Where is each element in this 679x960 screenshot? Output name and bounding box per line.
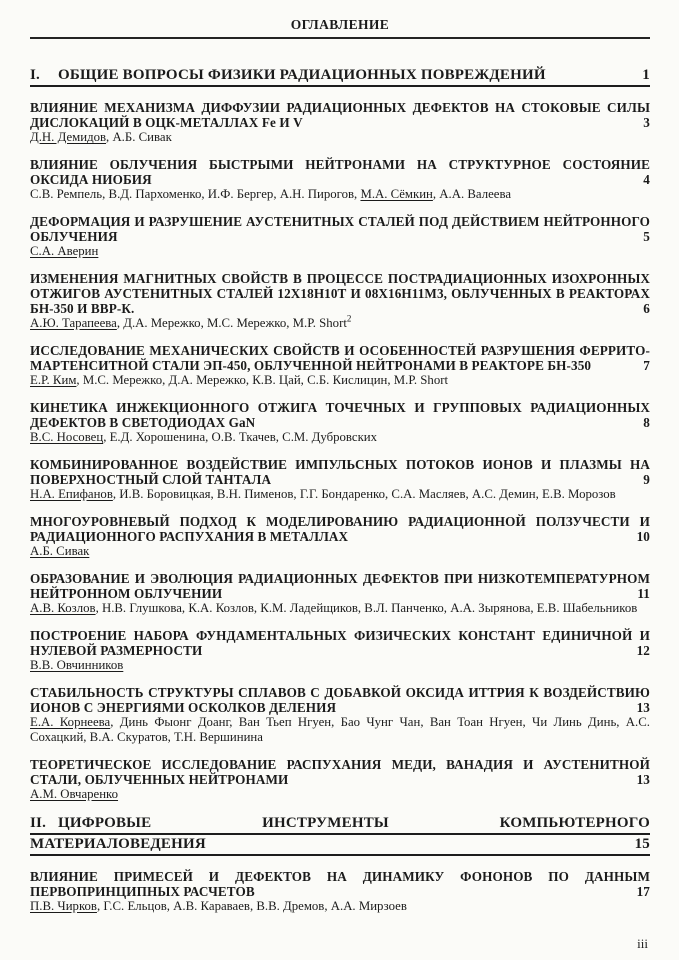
entry-title-text: ТЕОРЕТИЧЕСКОЕ ИССЛЕДОВАНИЕ РАСПУХАНИЯ МЕДИ, ВАНАДИЯ И АУСТЕНИТНОЙ СТАЛИ, ОБЛУЧЕННЫХ НЕЙТРОНАМИ bbox=[30, 757, 650, 787]
entry-authors bbox=[30, 487, 650, 502]
entry-authors-after: , И.В. Боровицкая, В.Н. Пименов, Г.Г. Бондаренко, С.А. Масляев, А.С. Демин, Е.В. Морозов bbox=[112, 487, 616, 501]
section-title: ОБЩИЕ ВОПРОСЫ ФИЗИКИ РАДИАЦИОННЫХ ПОВРЕЖДЕНИЙ bbox=[58, 67, 546, 83]
entry-underlined-author: В.С. Носовец bbox=[30, 430, 104, 444]
entry-authors-after: , А.Б. Сивак bbox=[106, 130, 172, 144]
entry-title bbox=[30, 157, 650, 187]
entry-title-text: СТАБИЛЬНОСТЬ СТРУКТУРЫ СПЛАВОВ С ДОБАВКОЙ ОКСИДА ИТТРИЯ К ВОЗДЕЙСТВИЮ ИОНОВ С ЭНЕРГИЯМИ ОСКОЛКОВ ДЕЛЕНИЯ bbox=[30, 685, 650, 715]
entry-underlined-author: А.В. Козлов bbox=[30, 601, 96, 615]
toc-entry bbox=[30, 157, 650, 202]
entry-underlined-author: А.Б. Сивак bbox=[30, 544, 90, 558]
entry-title-text: МНОГОУРОВНЕВЫЙ ПОДХОД К МОДЕЛИРОВАНИЮ РАДИАЦИОННОЙ ПОЛЗУЧЕСТИ И РАДИАЦИОННОГО РАСПУХАНИЯ В МЕТАЛЛАХ bbox=[30, 514, 650, 544]
entry-title-text: ВЛИЯНИЕ ПРИМЕСЕЙ И ДЕФЕКТОВ НА ДИНАМИКУ ФОНОНОВ ПО ДАННЫМ ПЕРВОПРИНЦИПНЫХ РАСЧЕТОВ bbox=[30, 869, 650, 899]
entry-authors-after: , Динь Фыонг Доанг, Ван Тьеп Нгуен, Бао Чунг Чан, Ван Тоан Нгуен, Чи Линь Динь, А.С. Сохацкий, В.А. Скуратов, Т.Н. Вершинина bbox=[30, 715, 650, 744]
entry-page-number: 10 bbox=[636, 529, 650, 544]
entry-title-text: КОМБИНИРОВАННОЕ ВОЗДЕЙСТВИЕ ИМПУЛЬСНЫХ ПОТОКОВ ИОНОВ И ПЛАЗМЫ НА ПОВЕРХНОСТНЫЙ СЛОЙ ТАНТАЛА bbox=[30, 457, 650, 487]
entry-page-number: 12 bbox=[636, 643, 650, 658]
toc-entry bbox=[30, 214, 650, 259]
entry-underlined-author: Е.Р. Ким bbox=[30, 373, 77, 387]
entry-authors-after: , А.А. Валеева bbox=[432, 187, 512, 201]
entry-page-number: 11 bbox=[637, 586, 650, 601]
section-heading-2 bbox=[30, 814, 650, 856]
footer-page-number: iii bbox=[637, 936, 648, 951]
entry-underlined-author: С.А. Аверин bbox=[30, 244, 99, 258]
entry-page-number: 3 bbox=[643, 115, 650, 130]
entry-underlined-author: А.М. Овчаренко bbox=[30, 787, 119, 801]
entry-title bbox=[30, 514, 650, 544]
toc-entry bbox=[30, 628, 650, 673]
entry-title bbox=[30, 214, 650, 244]
entry-author-superscript: 2 bbox=[346, 313, 352, 324]
section-page-number: 15 bbox=[634, 836, 650, 852]
section-2-heading-row-1 bbox=[30, 814, 650, 835]
entry-underlined-author: Е.А. Корнеева bbox=[30, 715, 111, 729]
entry-authors bbox=[30, 658, 650, 673]
entry-authors bbox=[30, 187, 650, 202]
entry-title-text: ОБРАЗОВАНИЕ И ЭВОЛЮЦИЯ РАДИАЦИОННЫХ ДЕФЕКТОВ ПРИ НИЗКОТЕМПЕРАТУРНОМ НЕЙТРОННОМ ОБЛУЧЕНИИ bbox=[30, 571, 650, 601]
entry-page-number: 13 bbox=[636, 772, 650, 787]
section-number: II. bbox=[30, 815, 47, 831]
page-title: ОГЛАВЛЕНИЕ bbox=[290, 17, 390, 32]
entry-title bbox=[30, 869, 650, 899]
toc-entry bbox=[30, 457, 650, 502]
toc-entry bbox=[30, 685, 650, 745]
entry-page-number: 7 bbox=[643, 358, 650, 373]
section-2-heading-row-2 bbox=[30, 835, 650, 856]
entry-title bbox=[30, 571, 650, 601]
entry-authors bbox=[30, 430, 650, 445]
entry-authors bbox=[30, 130, 650, 145]
entry-page-number: 17 bbox=[636, 884, 650, 899]
entry-authors bbox=[30, 601, 650, 616]
toc-entry bbox=[30, 571, 650, 616]
section-title-line-2: МАТЕРИАЛОВЕДЕНИЯ bbox=[30, 836, 206, 852]
toc-entry bbox=[30, 343, 650, 388]
entry-title-text: ИССЛЕДОВАНИЕ МЕХАНИЧЕСКИХ СВОЙСТВ И ОСОБЕННОСТЕЙ РАЗРУШЕНИЯ ФЕРРИТО-МАРТЕНСИТНОЙ СТАЛИ ЭП-450, ОБЛУЧЕННОЙ НЕЙТРОНАМИ В РЕАКТОРЕ БН-350 bbox=[30, 343, 650, 373]
entry-underlined-author: Д.Н. Демидов bbox=[30, 130, 107, 144]
entry-title bbox=[30, 757, 650, 787]
entry-page-number: 8 bbox=[643, 415, 650, 430]
toc-entry bbox=[30, 271, 650, 331]
entry-authors-after: , Е.Д. Хорошенина, О.В. Ткачев, С.М. Дубровских bbox=[103, 430, 378, 444]
entry-title bbox=[30, 400, 650, 430]
entry-authors bbox=[30, 244, 650, 259]
header-rule bbox=[30, 37, 650, 39]
entry-authors bbox=[30, 373, 650, 388]
entry-page-number: 5 bbox=[643, 229, 650, 244]
entry-title bbox=[30, 343, 650, 373]
entry-page-number: 4 bbox=[643, 172, 650, 187]
entry-title-text: КИНЕТИКА ИНЖЕКЦИОННОГО ОТЖИГА ТОЧЕЧНЫХ И ГРУППОВЫХ РАДИАЦИОННЫХ ДЕФЕКТОВ В СВЕТОДИОДАХ GaN bbox=[30, 400, 650, 430]
entry-authors bbox=[30, 715, 650, 745]
entry-title bbox=[30, 271, 650, 316]
entry-authors-before: С.В. Ремпель, В.Д. Пархоменко, И.Ф. Бергер, А.Н. Пирогов, bbox=[30, 187, 361, 201]
entry-underlined-author: Н.А. Епифанов bbox=[30, 487, 113, 501]
entry-underlined-author: П.В. Чирков bbox=[30, 899, 97, 913]
entry-underlined-author: А.Ю. Тарапеева bbox=[30, 316, 117, 330]
entry-authors-after: , М.С. Мережко, Д.А. Мережко, К.В. Цай, С.Б. Кислицин, М.Р. Short bbox=[76, 373, 449, 387]
entry-authors-after: , Д.А. Мережко, М.С. Мережко, М.Р. Short bbox=[116, 316, 347, 330]
entry-title-text: ВЛИЯНИЕ МЕХАНИЗМА ДИФФУЗИИ РАДИАЦИОННЫХ ДЕФЕКТОВ НА СТОКОВЫЕ СИЛЫ ДИСЛОКАЦИЙ В ОЦК-МЕТАЛЛАХ Fe И V bbox=[30, 100, 650, 130]
entry-title bbox=[30, 628, 650, 658]
toc-entry bbox=[30, 100, 650, 145]
section-title-line-1: ЦИФРОВЫЕ ИНСТРУМЕНТЫ КОМПЬЮТЕРНОГО bbox=[58, 815, 650, 831]
entry-authors-after: , Г.С. Ельцов, А.В. Караваев, В.В. Дремов, А.А. Мирзоев bbox=[96, 899, 407, 913]
entry-title-text: ПОСТРОЕНИЕ НАБОРА ФУНДАМЕНТАЛЬНЫХ ФИЗИЧЕСКИХ КОНСТАНТ ЕДИНИЧНОЙ И НУЛЕВОЙ РАЗМЕРНОСТИ bbox=[30, 628, 650, 658]
entry-authors bbox=[30, 544, 650, 559]
entry-page-number: 6 bbox=[643, 301, 650, 316]
entry-title-text: ДЕФОРМАЦИЯ И РАЗРУШЕНИЕ АУСТЕНИТНЫХ СТАЛЕЙ ПОД ДЕЙСТВИЕМ НЕЙТРОННОГО ОБЛУЧЕНИЯ bbox=[30, 214, 650, 244]
entry-underlined-author: М.А. Сёмкин bbox=[360, 187, 433, 201]
section-number: I. bbox=[30, 67, 40, 83]
toc-entry bbox=[30, 514, 650, 559]
entry-authors bbox=[30, 787, 650, 802]
entry-authors bbox=[30, 899, 650, 914]
entry-underlined-author: В.В. Овчинников bbox=[30, 658, 124, 672]
entry-authors-after: , Н.В. Глушкова, К.А. Козлов, К.М. Ладейщиков, В.Л. Панченко, А.А. Зырянова, Е.В. Шабельников bbox=[95, 601, 638, 615]
entry-title bbox=[30, 100, 650, 130]
entry-page-number: 9 bbox=[643, 472, 650, 487]
section-2-entries bbox=[30, 869, 650, 914]
section-heading-1 bbox=[30, 66, 650, 87]
toc-entry bbox=[30, 869, 650, 914]
section-1-entries bbox=[30, 100, 650, 802]
entry-title-text: ИЗМЕНЕНИЯ МАГНИТНЫХ СВОЙСТВ В ПРОЦЕССЕ ПОСТРАДИАЦИОННЫХ ИЗОХРОННЫХ ОТЖИГОВ АУСТЕНИТНЫХ СТАЛЕЙ 12Х18Н10Т И 08Х16Н11М3, ОБЛУЧЕННЫХ В РЕАКТОРАХ БН-350 И ВВР-К. bbox=[30, 271, 650, 316]
entry-title bbox=[30, 685, 650, 715]
toc-entry bbox=[30, 400, 650, 445]
entry-page-number: 13 bbox=[636, 700, 650, 715]
toc-entry bbox=[30, 757, 650, 802]
section-page-number: 1 bbox=[642, 67, 650, 83]
entry-authors bbox=[30, 313, 650, 331]
entry-title bbox=[30, 457, 650, 487]
entry-title-text: ВЛИЯНИЕ ОБЛУЧЕНИЯ БЫСТРЫМИ НЕЙТРОНАМИ НА СТРУКТУРНОЕ СОСТОЯНИЕ ОКСИДА НИОБИЯ bbox=[30, 157, 650, 187]
